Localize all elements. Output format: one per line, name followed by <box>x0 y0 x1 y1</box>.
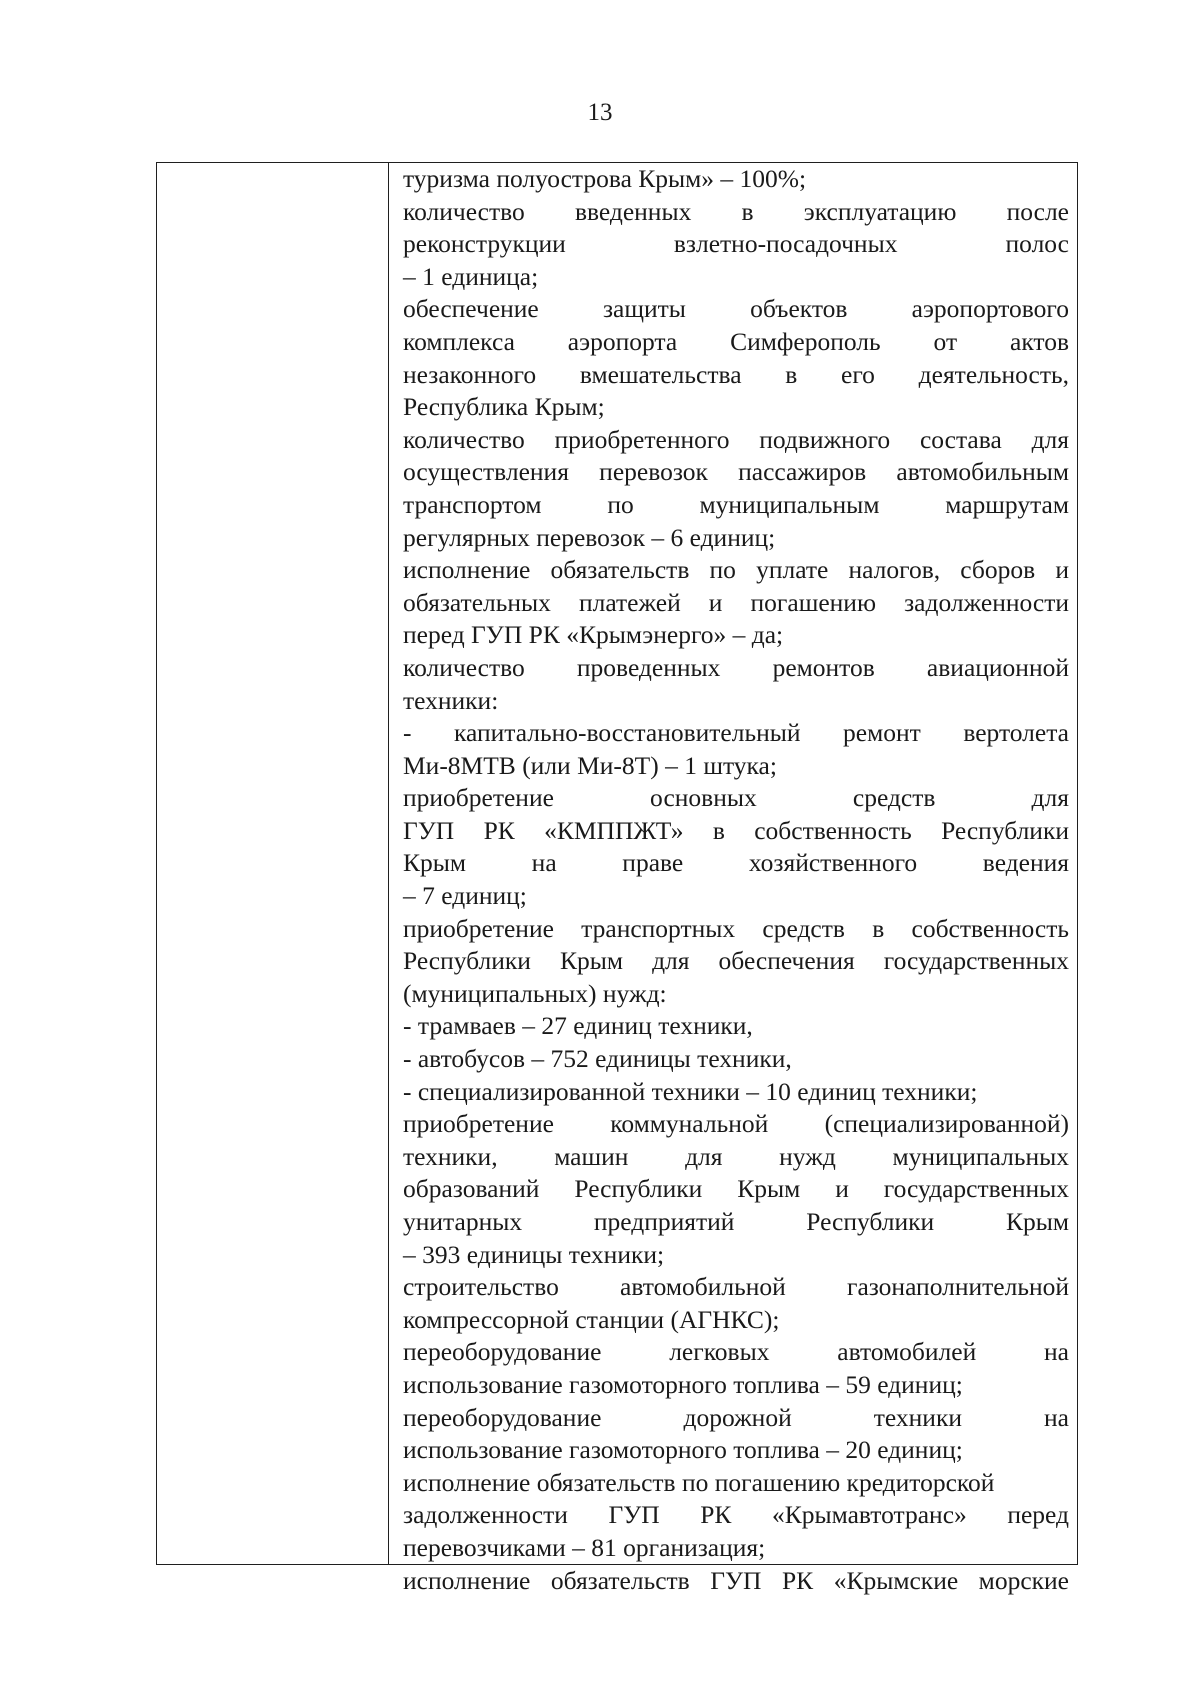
text-line: использование газомоторного топлива – 20 единиц; <box>403 1435 963 1465</box>
text-line: Крым на праве хозяйственного ведения <box>403 848 1069 878</box>
text-line: регулярных перевозок – 6 единиц; <box>403 522 776 552</box>
text-line: переоборудование легковых автомобилей на <box>403 1337 1069 1367</box>
text-line: исполнение обязательств по погашению кредиторской <box>403 1467 995 1497</box>
text-line: – 7 единиц; <box>403 881 527 911</box>
text-line: Республики Крым для обеспечения государственных <box>403 946 1069 976</box>
text-line: количество проведенных ремонтов авиационной <box>403 652 1069 682</box>
text-line: – 1 единица; <box>403 261 539 291</box>
document-table <box>156 162 1078 1595</box>
table-right-cell <box>389 163 1077 1595</box>
text-line: количество приобретенного подвижного состава для <box>403 424 1069 454</box>
text-line: количество введенных в эксплуатацию после <box>403 196 1069 226</box>
text-line: туризма полуострова Крым» – 100%; <box>403 164 807 193</box>
text-line: техники, машин для нужд муниципальных <box>403 1141 1069 1171</box>
text-line: реконструкции взлетно-посадочных полос <box>403 229 1069 259</box>
text-line: (муниципальных) нужд: <box>403 978 667 1008</box>
text-line: исполнение обязательств ГУП РК «Крымские морские <box>403 1565 1069 1595</box>
text-line: приобретение транспортных средств в собственность <box>403 913 1069 943</box>
text-line: ГУП РК «КМППЖТ» в собственность Республики <box>403 815 1069 845</box>
text-line: транспортом по муниципальным маршрутам <box>403 489 1069 519</box>
text-line: Республика Крым; <box>403 392 605 422</box>
text-line: обязательных платежей и погашению задолженности <box>403 587 1069 617</box>
text-line: незаконного вмешательства в его деятельность, <box>403 359 1069 389</box>
text-line: - автобусов – 752 единицы техники, <box>403 1044 792 1074</box>
text-line: техники: <box>403 685 499 715</box>
text-line: приобретение основных средств для <box>403 783 1069 813</box>
text-line: - капитально-восстановительный ремонт вертолета <box>403 718 1069 748</box>
text-line: - специализированной техники – 10 единиц техники; <box>403 1076 978 1106</box>
page-number: 13 <box>587 99 613 126</box>
text-line: унитарных предприятий Республики Крым <box>403 1207 1069 1236</box>
text-line: Ми-8МТВ (или Ми-8Т) – 1 штука; <box>403 750 777 780</box>
table-left-cell <box>157 163 389 1564</box>
text-line: комплекса аэропорта Симферополь от актов <box>403 326 1069 356</box>
text-line: приобретение коммунальной (специализированной) <box>403 1109 1069 1139</box>
text-line: осуществления перевозок пассажиров автомобильным <box>403 457 1069 487</box>
text-line: переоборудование дорожной техники на <box>403 1402 1069 1432</box>
text-line: образований Республики Крым и государственных <box>403 1174 1069 1204</box>
text-line: - трамваев – 27 единиц техники, <box>403 1011 753 1041</box>
text-line: перевозчиками – 81 организация; <box>403 1532 766 1562</box>
text-line: – 393 единицы техники; <box>403 1239 665 1269</box>
text-line: строительство автомобильной газонаполнительной <box>403 1272 1069 1302</box>
text-line: исполнение обязательств по уплате налогов, сборов и <box>403 555 1069 585</box>
text-line: компрессорной станции (АГНКС); <box>403 1304 780 1334</box>
text-line: использование газомоторного топлива – 59 единиц; <box>403 1369 963 1399</box>
text-line: задолженности ГУП РК «Крымавтотранс» перед <box>403 1500 1069 1530</box>
text-line: перед ГУП РК «Крымэнерго» – да; <box>403 620 784 650</box>
text-line: обеспечение защиты объектов аэропортового <box>403 294 1069 324</box>
